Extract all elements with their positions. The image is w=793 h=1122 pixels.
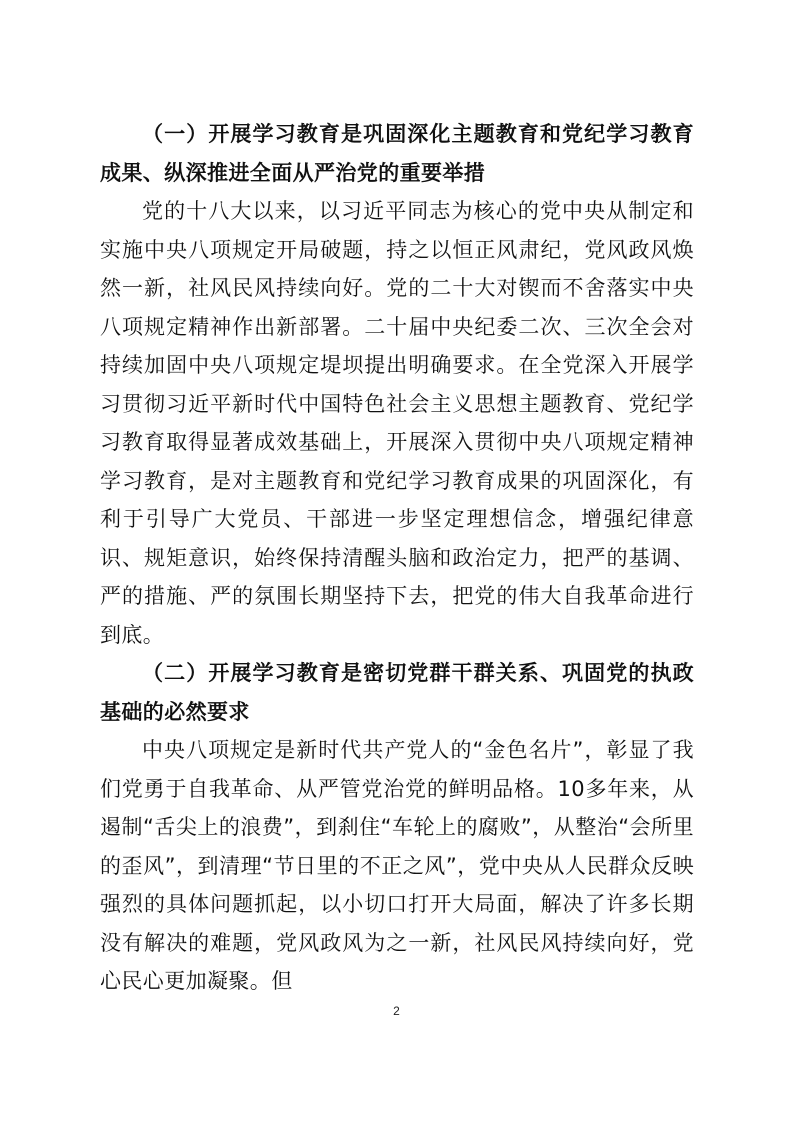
body-paragraph-1: 党的十八大以来，以习近平同志为核心的党中央从制定和实施中央八项规定开局破题，持之以恒正风肃纪，党风政风焕然一新，社风民风持续向好。党的二十大对锲而不舍落实中央八项规定精神作出新部署。二十届中央纪委二次、三次全会对持续加固中央八项规定堤坝提出明确要求。在全党深入开展学习贯彻习近平新时代中国特色社会主义思想主题教育、党纪学习教育取得显著成效基础上，开展深入贯彻中央八项规定精神学习教育，是对主题教育和党纪学习教育成果的巩固深化，有利于引导广大党员、干部进一步坚定理想信念，增强纪律意识、规矩意识，始终保持清醒头脑和政治定力，把严的基调、严的措施、严的氛围长期坚持下去，把党的伟大自我革命进行到底。 [100,199,694,647]
page-number: 2 [393,1004,400,1018]
section-heading-2: （二）开展学习教育是密切党群干群关系、巩固党的执政基础的必然要求 [100,661,694,724]
body-paragraph-2: 中央八项规定是新时代共产党人的“金色名片”，彰显了我们党勇于自我革命、从严管党治党的鲜明品格。10多年来，从遏制“舌尖上的浪费”，到刹住“车轮上的腐败”，从整治“会所里的歪风”，到清理“节日里的不正之风”，党中央从人民群众反映强烈的具体问题抓起，以小切口打开大局面，解决了许多长期没有解决的难题，党风政风为之一新，社风民风持续向好，党心民心更加凝聚。但 [100,738,694,993]
section-heading-1: （一）开展学习教育是巩固深化主题教育和党纪学习教育成果、纵深推进全面从严治党的重要举措 [100,122,694,185]
document-body [100,115,694,1001]
